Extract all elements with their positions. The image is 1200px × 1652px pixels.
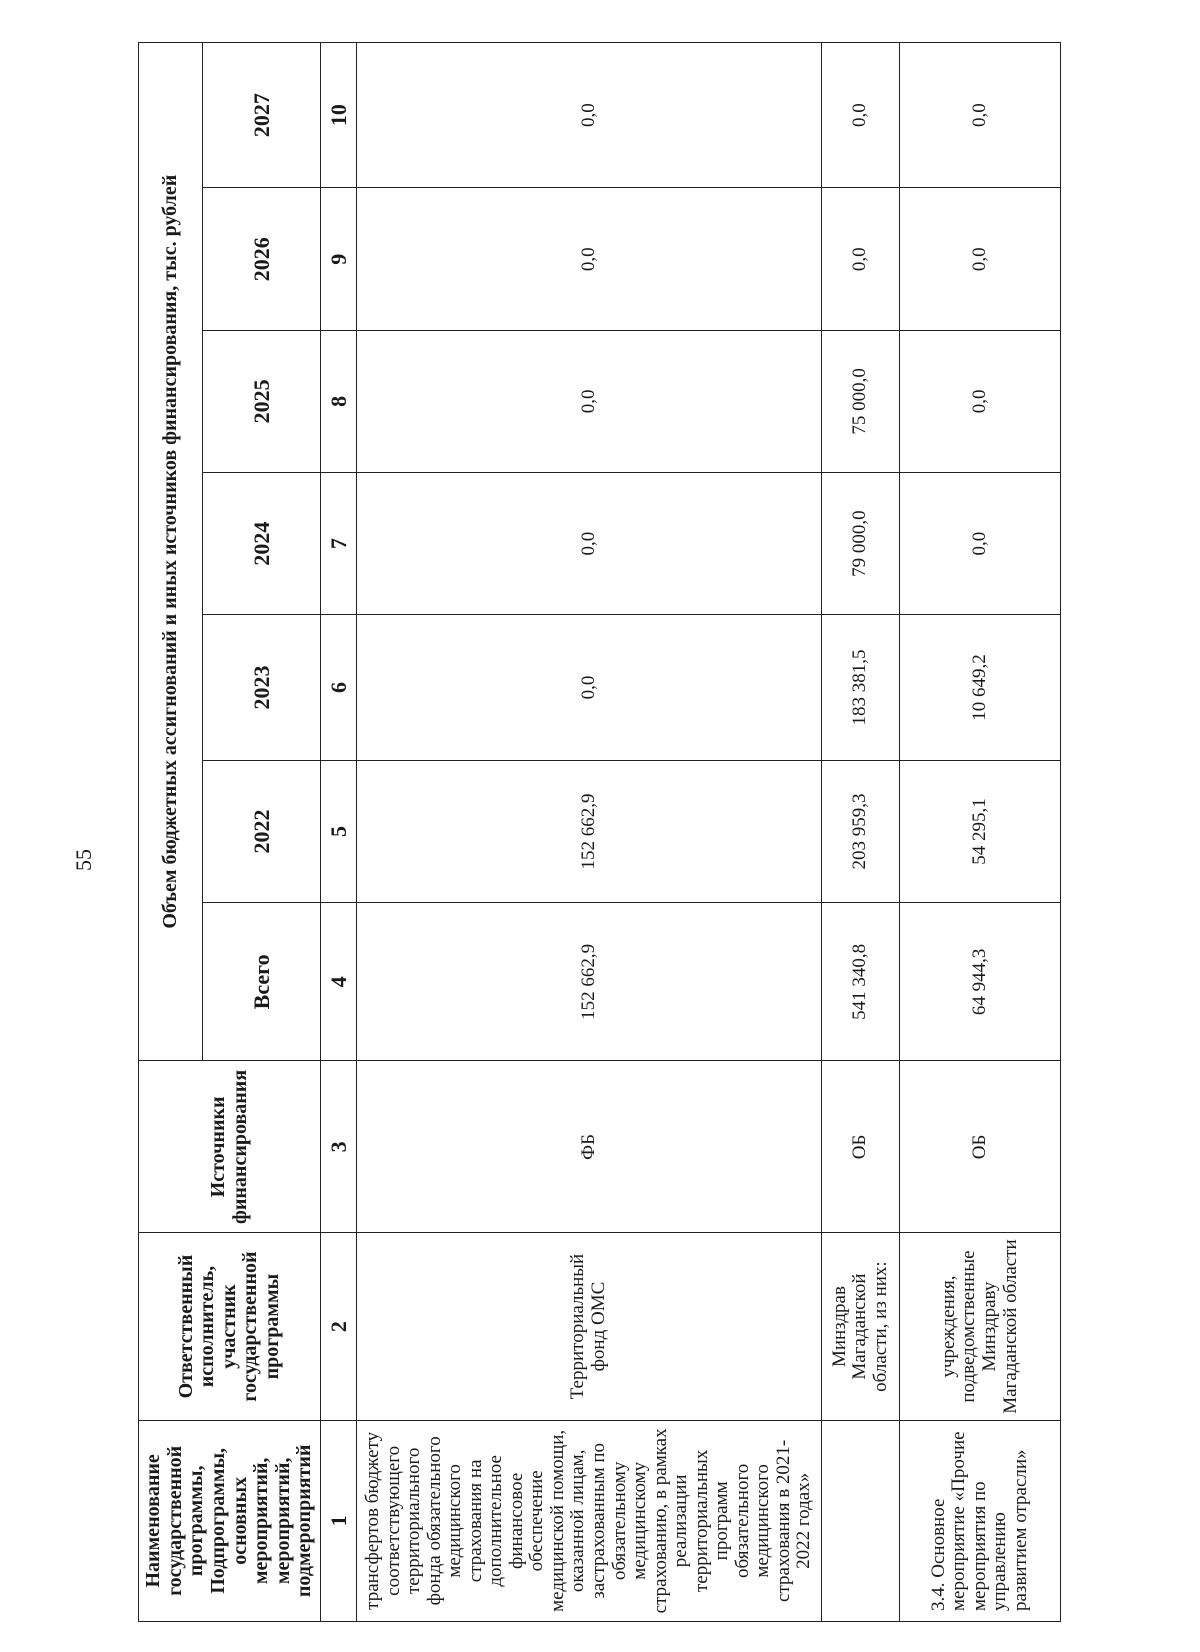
table-row — [900, 43, 1061, 1622]
header-year: 2027 — [203, 43, 321, 188]
column-numbers-row — [321, 43, 357, 1622]
column-number: 6 — [321, 615, 357, 760]
header-year: 2025 — [203, 331, 321, 473]
row-value: 541 340,8 — [822, 903, 900, 1061]
row-executor: Территориальный фонд ОМС — [357, 1233, 822, 1420]
column-number: 9 — [321, 188, 357, 331]
row-value: 0,0 — [357, 188, 822, 331]
header-year: 2023 — [203, 615, 321, 760]
row-value: 64 944,3 — [900, 903, 1061, 1061]
column-number: 7 — [321, 472, 357, 615]
row-value: 183 381,5 — [822, 615, 900, 760]
column-number: 1 — [321, 1420, 357, 1621]
financing-table — [138, 42, 1061, 1622]
row-value: 0,0 — [900, 472, 1061, 615]
column-number: 10 — [321, 43, 357, 188]
row-value: 79 000,0 — [822, 472, 900, 615]
row-name: трансфертов бюджету соответствующего территориального фонда обязательного медицинского страхования на дополнительное финансовое обеспечение медицинской помощи, оказанной лицам, застрахованным по обязательному медицинскому страхованию, в рамках реализации территориальных программ обязательного медицинского страхования в 2021-2022 годах» — [357, 1420, 822, 1621]
row-value: 152 662,9 — [357, 760, 822, 903]
header-source: Источники финансирования — [139, 1061, 321, 1233]
header-total: Всего — [203, 903, 321, 1061]
row-value: 152 662,9 — [357, 903, 822, 1061]
header-year: 2022 — [203, 760, 321, 903]
header-year: 2024 — [203, 472, 321, 615]
row-value: 0,0 — [357, 615, 822, 760]
row-value: 0,0 — [900, 331, 1061, 473]
row-value: 0,0 — [357, 472, 822, 615]
header-name: Наименование государственной программы, Подпрограммы, основных мероприятий, мероприятий, подмероприятий — [139, 1420, 321, 1621]
row-value: 203 959,3 — [822, 760, 900, 903]
row-executor: Минздрав Магаданской области, из них: — [822, 1233, 900, 1420]
header-year: 2026 — [203, 188, 321, 331]
row-value: 10 649,2 — [900, 615, 1061, 760]
header-volume: Объем бюджетных ассигнований и иных источников финансирования, тыс. рублей — [139, 43, 203, 1061]
row-value: 0,0 — [822, 188, 900, 331]
page-number: 55 — [71, 849, 96, 871]
row-value: 0,0 — [822, 43, 900, 188]
row-value: 54 295,1 — [900, 760, 1061, 903]
table-row — [822, 43, 900, 1622]
table-row — [357, 43, 822, 1622]
row-name — [822, 1420, 900, 1621]
column-number: 8 — [321, 331, 357, 473]
row-value: 0,0 — [357, 331, 822, 473]
column-number: 2 — [321, 1233, 357, 1420]
row-value: 0,0 — [900, 43, 1061, 188]
row-source: ОБ — [822, 1061, 900, 1233]
row-value: 0,0 — [900, 188, 1061, 331]
row-source: ОБ — [900, 1061, 1061, 1233]
row-executor: учреждения, подведомственные Минздраву Магаданской области — [900, 1233, 1061, 1420]
row-value: 0,0 — [357, 43, 822, 188]
row-source: ФБ — [357, 1061, 822, 1233]
column-number: 3 — [321, 1061, 357, 1233]
column-number: 5 — [321, 760, 357, 903]
row-value: 75 000,0 — [822, 331, 900, 473]
rotated-table-container — [138, 42, 1060, 1622]
header-executor: Ответственный исполнитель, участник государственной программы — [139, 1233, 321, 1420]
row-name: 3.4. Основное мероприятие «Прочие мероприятия по управлению развитием отрасли» — [900, 1420, 1061, 1621]
column-number: 4 — [321, 903, 357, 1061]
